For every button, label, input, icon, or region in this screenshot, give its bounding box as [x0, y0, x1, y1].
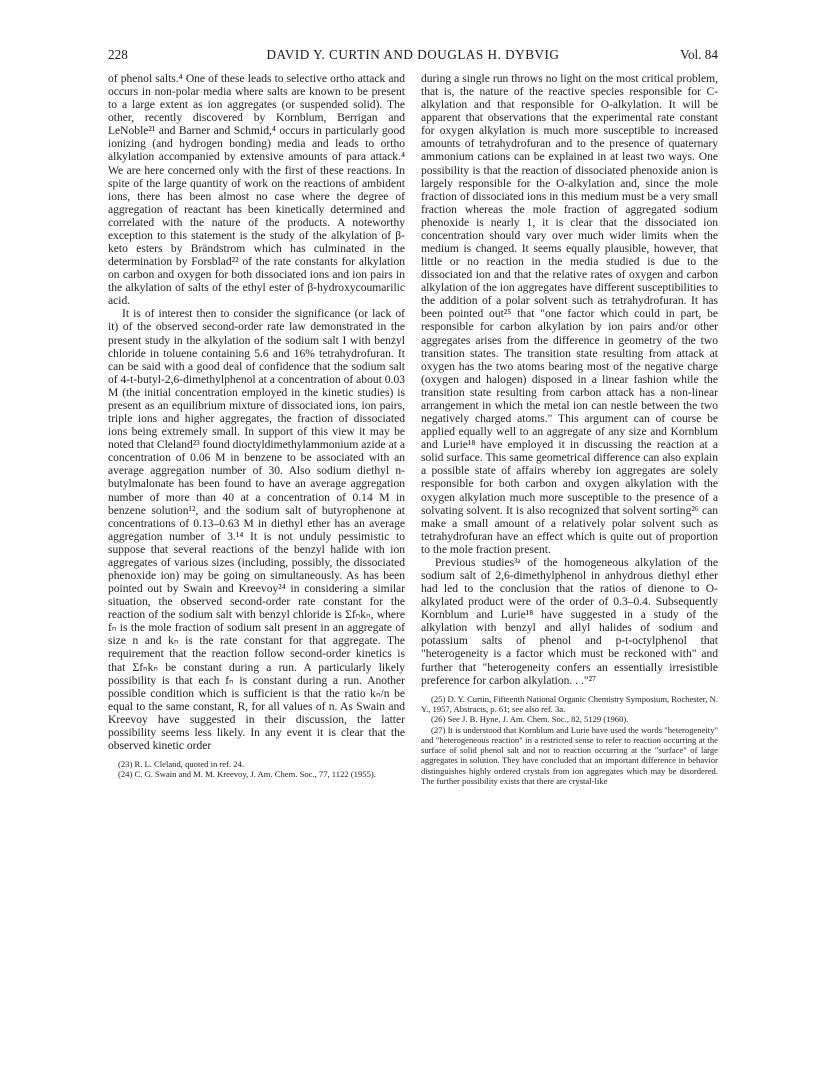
running-head: DAVID Y. CURTIN AND DOUGLAS H. DYBVIG: [266, 47, 560, 62]
paragraph: during a single run throws no light on the most critical problem, that is, the nature of the reactive species responsible for C-alkylation and that responsible for O-alkylation. It will be apparent that observations that the experimental rate constant for oxygen alkylation is much more susceptible to increased amounts of tetrahydrofuran and to the presence of quaternary ammonium cations can be explained in at least two ways. One possibility is that the reaction of dissociated phenoxide anion is largely responsible for the O-alkylation and, since the mole fraction of dissociated ions in this medium must be a very small fraction whereas the mole fraction of aggregated sodium phenoxide is nearly 1, it is clear that the dissociated ion concentration should vary over much wider limits when the medium is changed. It seems equally plausible, however, that little or no reaction in the media studied is due to the dissociated ion and that the relative rates of oxygen and carbon alkylation of the ion aggregates have different susceptibilities to the addition of a polar solvent such as tetrahydrofuran. It has been pointed out²⁵ that "one factor which could in part, be responsible for carbon alkylation by ion pairs and/or other aggregates arises from the difference in geometry of the two transition states. The transition state resulting from attack at oxygen has the two atoms bearing most of the negative charge (oxygen and halogen) disposed in a linear fashion while the transition state resulting from carbon attack has a non-linear arrangement in which the metal ion can nestle between the two negatively charged atoms." This argument can of course be applied equally well to an aggregate of any size and Kornblum and Lurie¹⁸ have employed it in discussing the reaction at a solid surface. This same geometrical difference can also explain a possible state of affairs whereby ion aggregates are solely responsible for both carbon and oxygen alkylation with the oxygen alkylation much more susceptible to the presence of a solvating solvent. It is also recognized that solvent sorting²⁶ can make a small amount of a relatively polar solvent such as tetrahydrofuran have an effect which is quite out of proportion to the mole fraction present.: [421, 73, 718, 556]
footnote: (27) It is understood that Kornblum and Lurie have used the words "heterogeneity" and "heterogeneous reaction" in a restricted sense to refer to reaction occurring at the surface of solid phenol salt and not to reaction occurring at the "surface" of large aggregates in solution. They have concluded that an important difference in behavior distinguishes highly ordered crystals from ion aggregates which may be disordered. The further possibility exists that there are crystal-like: [421, 724, 718, 787]
page-header: [108, 47, 718, 67]
paragraph: of phenol salts.⁴ One of these leads to selective ortho attack and occurs in non-polar media where salts are known to be present to a large extent as ion aggregates (or suspended solid). The other, recently discovered by Kornblum, Berrigan and LeNoble²¹ and Barner and Schmid,⁴ occurs in particularly good ionizing (and hydrogen bonding) media and leads to ortho alkylation accompanied by extensive amounts of para attack.⁴ We are here concerned only with the first of these reactions. In spite of the large quantity of work on the reactions of ambident ions, there has been almost no case where the degree of aggregation of reactant has been kinetically determined and correlated with the nature of the products. A noteworthy exception to this statement is the study of the alkylation of β-keto esters by Brändstrom which has culminated in the determination by Forsblad²² of the rate constants for alkylation on carbon and oxygen for both dissociated ions and ion pairs in the alkylation of salts of the ethyl ester of β-hydroxycoumarilic acid.: [108, 73, 405, 308]
volume-label: Vol. 84: [680, 47, 718, 62]
right-column: [421, 73, 718, 786]
left-column: [108, 73, 405, 780]
paragraph: Previous studies³ᵃ of the homogeneous alkylation of the sodium salt of 2,6-dimethylphenol in anhydrous diethyl ether had led to the conclusion that the ratios of dienone to O-alkylated product were of the order of 0.3–0.4. Subsequently Kornblum and Lurie¹⁸ have suggested in a study of the alkylation with benzyl and allyl halides of sodium and potassium salts of phenol and p-t-octylphenol that "heterogeneity is a factor which must be reckoned with" and further that "heterogeneity confers an essentially irresistible preference for carbon alkylation. . ."²⁷: [421, 556, 718, 687]
paragraph: It is of interest then to consider the significance (or lack of it) of the observed second-order rate law demonstrated in the present study in the alkylation of the sodium salt I with benzyl chloride in toluene containing 5.6 and 16% tetrahydrofuran. It can be said with a good deal of confidence that the sodium salt of 4-t-butyl-2,6-dimethylphenol at a concentration of about 0.03 M (the initial concentration employed in the kinetic studies) is present as an equilibrium mixture of dissociated ions, ion pairs, triple ions and higher aggregates, the fraction of dissociated ions being extremely small. In support of this view it may be noted that Cleland²³ found dioctyldimethylammonium azide at a concentration of 0.06 M in benzene to be associated with an average aggregation number of 30. Also sodium diethyl n-butylmalonate has been found to have an average aggregation number of more than 40 at a concentration of 0.14 M in benzene solution¹², and the sodium salt of butyrophenone at concentrations of 0.13–0.63 M in diethyl ether has an average aggregation number of 3.¹⁴ It is not unduly pessimistic to suppose that several reactions of the benzyl halide with ion aggregates of various sizes (including, possibly, the dissociated phenoxide ion) may be going on simultaneously. As has been pointed out by Swain and Kreevoy²⁴ in considering a similar situation, the observed second-order rate constant for the reaction of the sodium salt with benzyl chloride is Σfₙkₙ, where fₙ is the mole fraction of sodium salt present in an aggregate of size n and kₙ is the rate constant for that aggregate. The requirement that the reaction follow second-order kinetics is that Σfₙkₙ be constant during a run. A particularly likely possibility is that each fₙ is constant during a run. Another possible condition which is sufficient is that the ratio kₙ/n be equal to the same constant, R, for all values of n. As Swain and Kreevoy have suggested in their discussion, the latter possibility seems less likely. In any event it is clear that the observed kinetic order: [108, 308, 405, 752]
footnote: (23) R. L. Cleland, quoted in ref. 24.: [118, 759, 245, 770]
footnote: (26) See J. B. Hyne, J. Am. Chem. Soc., 82, 5129 (1960).: [431, 714, 629, 725]
page-number: 228: [108, 47, 128, 62]
footnote: (24) C. G. Swain and M. M. Kreevoy, J. Am. Chem. Soc., 77, 1122 (1955).: [118, 769, 376, 780]
footnote: (25) D. Y. Curtin, Fifteenth National Organic Chemistry Symposium, Rochester, N. Y., 1957, Abstracts, p. 61; see also ref. 3a.: [421, 693, 718, 714]
